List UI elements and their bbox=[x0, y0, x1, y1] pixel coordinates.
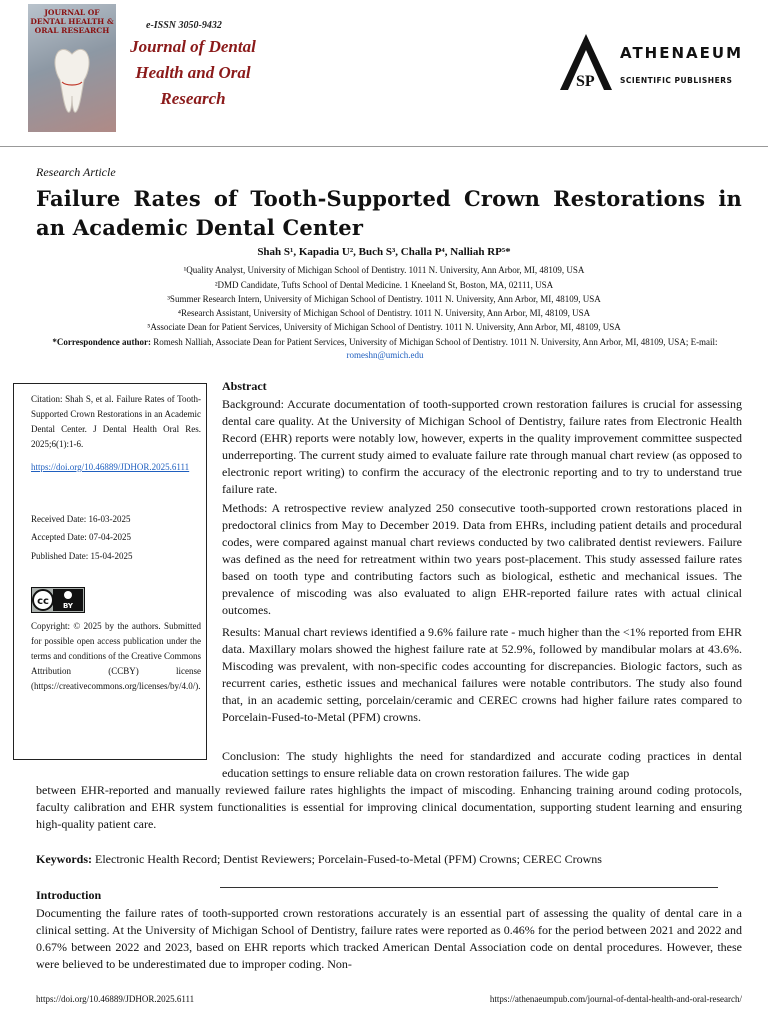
affiliation: ²DMD Candidate, Tufts School of Dental Medicine. 1 Kneeland St, Boston, MA, 02111, USA bbox=[214, 280, 554, 290]
article-title: Failure Rates of Tooth-Supported Crown Restorations in an Academic Dental Center bbox=[36, 186, 742, 240]
creative-commons-icon bbox=[31, 587, 85, 613]
affiliation: ⁴Research Assistant, University of Michigan School of Dentistry. 1011 N. University, Ann Arbor, MI, 48109, USA bbox=[177, 308, 591, 318]
journal-title: Journal of Dental Health and Oral Research bbox=[130, 37, 256, 108]
affiliation: ¹Quality Analyst, University of Michigan School of Dentistry. 1011 N. University, Ann Arbor, MI, 48109, USA bbox=[183, 265, 585, 275]
abstract-background: Background: Accurate documentation of tooth-supported crown restoration failures is crucial for assessing dental care quality. At the University of Michigan School of Dentistry, failure rates from Electronic Health Record (EHR) reports were notably low, however, experts in the quality improvement committee suspected underreporting. The current study aimed to evaluate failure rate through manual chart review (as opposed to electronic report writing) to confirm the accuracy of the electronic reporting and to try to understand true failure rate. bbox=[222, 397, 742, 496]
correspondence bbox=[40, 336, 730, 362]
eissn-label: e-ISSN 3050-9432 bbox=[146, 20, 222, 31]
received-date: Received Date: 16-03-2025 bbox=[31, 514, 131, 524]
keywords-label: Keywords: bbox=[36, 852, 92, 866]
keywords-text: Electronic Health Record; Dentist Reviewers; Porcelain-Fused-to-Metal (PFM) Crowns; CEREC Crowns bbox=[95, 852, 602, 866]
abstract-conclusion-continued: between EHR-reported and manually reviewed failure rates highlights the impact of miscoding. Enhancing training around coding protocols, faculty calibration and EHR system functionalities is essential for improving clinical documentation, supporting student learning and ensuring high-quality patient care. bbox=[36, 783, 742, 831]
section-divider bbox=[220, 887, 718, 888]
footer-journal-link[interactable]: https://athenaeumpub.com/journal-of-dental-health-and-oral-research/ bbox=[489, 994, 742, 1004]
cc-label: cc bbox=[37, 596, 49, 607]
logo-letters: SP bbox=[576, 73, 595, 90]
header-divider bbox=[0, 146, 768, 147]
athenaeum-logo-icon bbox=[556, 32, 616, 92]
introduction-heading: Introduction bbox=[36, 888, 102, 902]
citation-doi-link[interactable]: https://doi.org/10.46889/JDHOR.2025.6111 bbox=[31, 462, 190, 472]
published-date: Published Date: 15-04-2025 bbox=[31, 551, 133, 561]
abstract-results: Results: Manual chart reviews identified a 9.6% failure rate - much higher than the <1% reported from EHR data. Maxillary molars showed the highest failure rate at 52.9%, followed by mandibular molars at 43.6%. Miscoding was prevalent, with non-specific codes accounting for discrepancies. Biologic factors, such as recurrent caries, esthetic issues and mechanical failures were notable contributors. The study also found that, in an academic setting, porcelain/ceramic and CEREC crowns had higher failure rates compared to Porcelain-Fused-to-Metal (PFM) crowns. bbox=[222, 625, 742, 724]
abstract-conclusion: Conclusion: The study highlights the need for standardized and accurate coding practices in dental education settings to ensure reliable data on crown restoration failures. The wide gap bbox=[222, 749, 742, 780]
footer-doi-link[interactable]: https://doi.org/10.46889/JDHOR.2025.6111 bbox=[36, 994, 195, 1004]
publisher-subtitle: SCIENTIFIC PUBLISHERS bbox=[620, 76, 733, 85]
cover-title: JOURNAL OF DENTAL HEALTH & ORAL RESEARCH bbox=[30, 8, 114, 35]
journal-cover-image bbox=[28, 4, 116, 132]
author-list: Shah S¹, Kapadia U², Buch S³, Challa P⁴, Nalliah RP⁵* bbox=[257, 246, 511, 258]
correspondence-text: Romesh Nalliah, Associate Dean for Patient Services, University of Michigan School of Dentistry. 1011 N. University, Ann Arbor, MI, 48109, USA; E-mail: bbox=[153, 337, 718, 347]
cc-by-label: BY bbox=[62, 602, 74, 610]
affiliation: ³Summer Research Intern, University of Michigan School of Dentistry. 1011 N. University, Ann Arbor, MI, 48109, USA bbox=[167, 294, 601, 304]
copyright-text: Copyright: © 2025 by the authors. Submitted for possible open access publication under the terms and conditions of the Creative Commons Attribution (CCBY) license (https://creativecommons.org/licenses/by/4.0/). bbox=[31, 621, 201, 691]
keywords bbox=[36, 852, 742, 867]
publisher-name: ATHENAEUM bbox=[620, 44, 743, 62]
citation-text: Citation: Shah S, et al. Failure Rates of Tooth-Supported Crown Restorations in an Academic Dental Center. J Dental Health Oral Res. 2025;6(1):1-6. bbox=[31, 394, 201, 449]
correspondence-email-link[interactable]: romeshn@umich.edu bbox=[346, 350, 424, 360]
abstract-heading: Abstract bbox=[222, 379, 267, 393]
introduction-text: Documenting the failure rates of tooth-supported crown restorations accurately is an essential part of assessing the quality of dental care in a clinical setting. At the University of Michigan School of Dentistry, failure rates were reported as 0.46% for the period between 2021 and 2022 and 0.67% between 2022 and 2023, based on EHR reports which tracked American Dental Association code on dental procedures. However, these were believed to be underestimated due to improper coding. Non- bbox=[36, 906, 742, 971]
abstract-methods: Methods: A retrospective review analyzed 250 consecutive tooth-supported crown restorations placed in predoctoral clinics from May to December 2019. Data from EHRs, including patient details and procedural codes, were compared against manual chart reviews conducted by two calibrated dentist reviewers. Failure was defined as the need for retreatment within two years post-placement. This study assessed failure rates based on tooth type and contributing factors such as biological, esthetic and mechanical issues. The prevalence of miscoding was also evaluated to align EHR-reported failure rates with actual clinical outcomes. bbox=[222, 501, 742, 617]
accepted-date: Accepted Date: 07-04-2025 bbox=[31, 532, 131, 542]
tooth-icon bbox=[52, 46, 92, 116]
affiliation: ⁵Associate Dean for Patient Services, University of Michigan School of Dentistry. 1011 N. University, Ann Arbor, MI, 48109, USA bbox=[147, 322, 621, 332]
correspondence-label: *Correspondence author: bbox=[52, 337, 151, 347]
article-type: Research Article bbox=[36, 165, 116, 179]
